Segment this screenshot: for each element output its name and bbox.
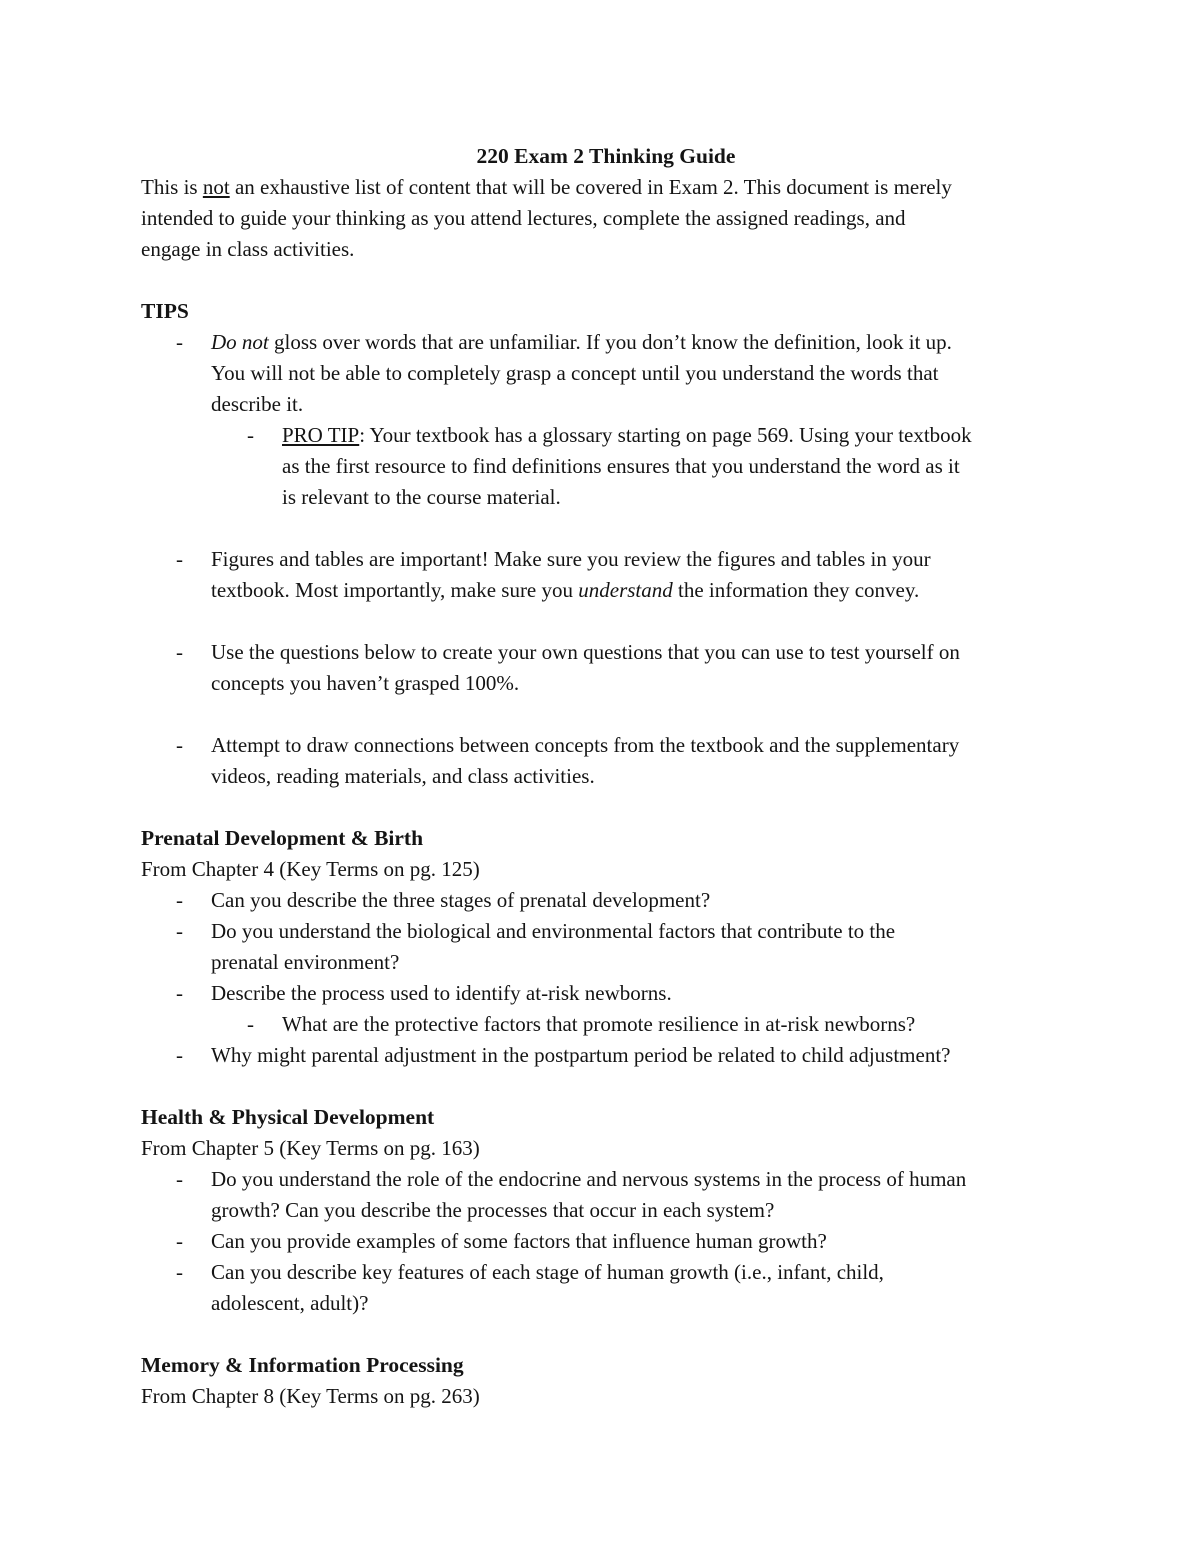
tip-1-line-2: You will not be able to completely grasp a concept until you understand the words that: [211, 361, 939, 385]
pro-tip-label: PRO TIP: [282, 423, 360, 447]
list-item: [141, 637, 1071, 668]
tip-1-line-1: gloss over words that are unfamiliar. If you don’t know the definition, look it up.: [268, 330, 952, 354]
tip-1-line-3: describe it.: [211, 392, 304, 416]
health-q1-line-1: Do you understand the role of the endocrine and nervous systems in the process of human: [211, 1167, 967, 1191]
bullet-dash: -: [176, 640, 183, 664]
prenatal-heading: Prenatal Development & Birth: [141, 826, 424, 850]
health-source: From Chapter 5 (Key Terms on pg. 163): [141, 1136, 480, 1160]
bullet-dash: -: [176, 1229, 183, 1253]
list-item: [141, 544, 1071, 575]
bullet-dash: -: [176, 919, 183, 943]
intro-text-a: This is: [141, 175, 203, 199]
tip-2-line-1: Figures and tables are important! Make sure you review the figures and tables in your: [211, 547, 931, 571]
list-item: [141, 420, 1071, 451]
list-item: [141, 1257, 1071, 1288]
tip-item-2: [141, 544, 1071, 606]
list-item: [141, 1164, 1071, 1195]
list-item: [141, 730, 1071, 761]
list-item: [141, 327, 1071, 358]
tip-2-line-2b: the information they convey.: [672, 578, 920, 602]
list-item: [141, 885, 1071, 916]
memory-source: From Chapter 8 (Key Terms on pg. 263): [141, 1384, 480, 1408]
list-item: [141, 978, 1071, 1009]
health-q1-line-2: growth? Can you describe the processes that occur in each system?: [211, 1198, 775, 1222]
tip-1-emphasis: Do not: [211, 330, 269, 354]
tip-item-3: [141, 637, 1071, 699]
tip-2-emphasis: understand: [578, 578, 673, 602]
intro-line-2: intended to guide your thinking as you attend lectures, complete the assigned readings, and: [141, 206, 906, 230]
tip-2-line-2a: textbook. Most importantly, make sure you: [211, 578, 579, 602]
tips-heading: TIPS: [141, 299, 189, 323]
bullet-dash: -: [176, 1260, 183, 1284]
bullet-dash: -: [176, 1167, 183, 1191]
tip-3-line-2: concepts you haven’t grasped 100%.: [211, 671, 520, 695]
health-q2: Can you provide examples of some factors that influence human growth?: [211, 1229, 827, 1253]
bullet-dash: -: [176, 547, 183, 571]
list-item: [141, 1009, 1071, 1040]
prenatal-q2-line-1: Do you understand the biological and environmental factors that contribute to the: [211, 919, 896, 943]
health-heading: Health & Physical Development: [141, 1105, 435, 1129]
intro-paragraph: [141, 172, 1071, 265]
bullet-dash: -: [176, 981, 183, 1005]
health-q3-line-1: Can you describe key features of each stage of human growth (i.e., infant, child,: [211, 1260, 884, 1284]
intro-line-3: engage in class activities.: [141, 237, 355, 261]
bullet-dash: -: [247, 1012, 254, 1036]
pro-tip-item: [141, 420, 1071, 513]
list-item: [141, 916, 1071, 947]
list-item: [141, 575, 1071, 606]
bullet-dash: -: [176, 330, 183, 354]
intro-not-emphasis: not: [202, 175, 230, 199]
prenatal-q1: Can you describe the three stages of prenatal development?: [211, 888, 711, 912]
health-q3-line-2: adolescent, adult)?: [211, 1291, 369, 1315]
tip-4-line-2: videos, reading materials, and class activities.: [211, 764, 595, 788]
tip-item-1: [141, 327, 1071, 420]
prenatal-source: From Chapter 4 (Key Terms on pg. 125): [141, 857, 480, 881]
pro-tip-line-3: is relevant to the course material.: [282, 485, 561, 509]
bullet-dash: -: [176, 733, 183, 757]
intro-text-b: an exhaustive list of content that will be covered in Exam 2. This document is merely: [229, 175, 952, 199]
prenatal-q2-line-2: prenatal environment?: [211, 950, 400, 974]
prenatal-q4: Why might parental adjustment in the postpartum period be related to child adjustment?: [211, 1043, 951, 1067]
intro-line-1: [141, 172, 1071, 203]
pro-tip-line-1: : Your textbook has a glossary starting on page 569. Using your textbook: [359, 423, 972, 447]
bullet-dash: -: [176, 888, 183, 912]
document-body: [141, 141, 1071, 1412]
tip-item-4: [141, 730, 1071, 792]
prenatal-q3-sub: What are the protective factors that promote resilience in at-risk newborns?: [282, 1012, 916, 1036]
tip-3-line-1: Use the questions below to create your own questions that you can use to test yourself on: [211, 640, 960, 664]
bullet-dash: -: [247, 423, 254, 447]
page-title: 220 Exam 2 Thinking Guide: [476, 144, 736, 168]
tip-4-line-1: Attempt to draw connections between concepts from the textbook and the supplementary: [211, 733, 960, 757]
list-item: [141, 1040, 1071, 1071]
list-item: [141, 1226, 1071, 1257]
bullet-dash: -: [176, 1043, 183, 1067]
memory-heading: Memory & Information Processing: [141, 1353, 464, 1377]
pro-tip-line-2: as the first resource to find definitions ensures that you understand the word as it: [282, 454, 960, 478]
prenatal-q3: Describe the process used to identify at-risk newborns.: [211, 981, 672, 1005]
